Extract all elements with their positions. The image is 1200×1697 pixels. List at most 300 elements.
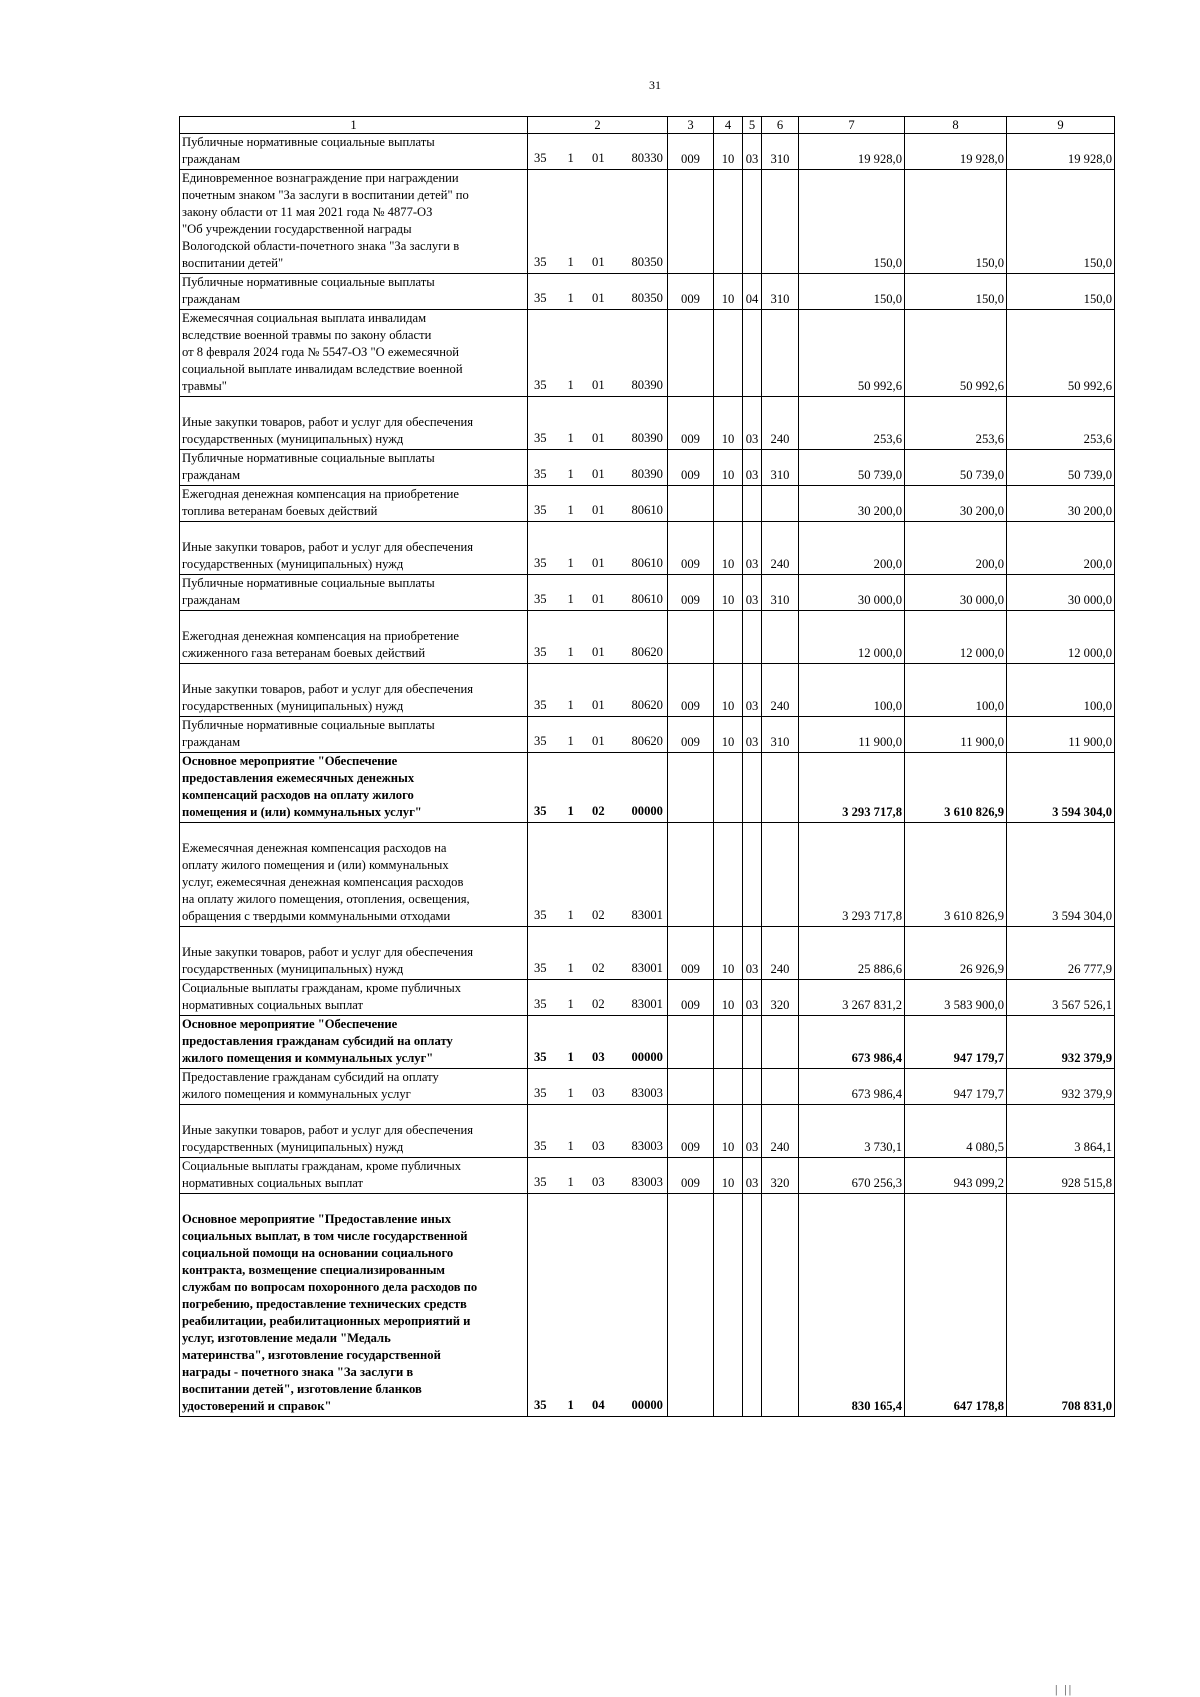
amount-col9: 30 200,0 bbox=[1007, 486, 1115, 522]
amount-col8: 947 179,7 bbox=[905, 1069, 1007, 1105]
amount-col9: 12 000,0 bbox=[1007, 611, 1115, 664]
header-cell: 8 bbox=[905, 117, 1007, 134]
amount-col7: 19 928,0 bbox=[799, 134, 905, 170]
amount-col8: 943 099,2 bbox=[905, 1158, 1007, 1194]
row-name: Иные закупки товаров, работ и услуг для обеспечения государственных (муниципальных) нужд bbox=[180, 664, 528, 717]
header-cell: 5 bbox=[743, 117, 762, 134]
target-code bbox=[528, 134, 668, 170]
subsection-code: 03 bbox=[743, 575, 762, 611]
table-row bbox=[180, 397, 1115, 450]
header-cell: 4 bbox=[714, 117, 743, 134]
expense-type-code: 320 bbox=[762, 1158, 799, 1194]
code-program: 35 bbox=[534, 1175, 547, 1189]
amount-col7: 3 267 831,2 bbox=[799, 980, 905, 1016]
expense-type-code: 310 bbox=[762, 717, 799, 753]
amount-col9: 200,0 bbox=[1007, 522, 1115, 575]
code-subprogram: 1 bbox=[567, 698, 574, 712]
amount-col7: 3 293 717,8 bbox=[799, 823, 905, 927]
table-row bbox=[180, 1016, 1115, 1069]
expense-type-code: 240 bbox=[762, 522, 799, 575]
ministry-code bbox=[668, 611, 714, 664]
code-subprogram: 1 bbox=[567, 467, 574, 481]
amount-col8: 11 900,0 bbox=[905, 717, 1007, 753]
code-program: 35 bbox=[534, 734, 547, 748]
row-name: Основное мероприятие "Обеспечение предоставления гражданам субсидий на оплату жилого помещения и коммунальных услуг" bbox=[180, 1016, 528, 1069]
subsection-code bbox=[743, 1016, 762, 1069]
amount-col7: 25 886,6 bbox=[799, 927, 905, 980]
code-subprogram: 1 bbox=[567, 804, 574, 818]
code-activity: 03 bbox=[592, 1139, 605, 1153]
amount-col7: 3 293 717,8 bbox=[799, 753, 905, 823]
code-direction: 80610 bbox=[631, 592, 663, 606]
section-code: 10 bbox=[714, 274, 743, 310]
amount-col8: 12 000,0 bbox=[905, 611, 1007, 664]
section-code bbox=[714, 486, 743, 522]
table-row bbox=[180, 310, 1115, 397]
code-subprogram: 1 bbox=[567, 734, 574, 748]
code-activity: 01 bbox=[592, 556, 605, 570]
amount-col7: 3 730,1 bbox=[799, 1105, 905, 1158]
subsection-code bbox=[743, 1069, 762, 1105]
row-name: Иные закупки товаров, работ и услуг для обеспечения государственных (муниципальных) нужд bbox=[180, 397, 528, 450]
amount-col9: 932 379,9 bbox=[1007, 1016, 1115, 1069]
row-name: Иные закупки товаров, работ и услуг для обеспечения государственных (муниципальных) нужд bbox=[180, 927, 528, 980]
code-activity: 02 bbox=[592, 908, 605, 922]
amount-col9: 26 777,9 bbox=[1007, 927, 1115, 980]
table-row bbox=[180, 823, 1115, 927]
expense-type-code: 240 bbox=[762, 1105, 799, 1158]
code-program: 35 bbox=[534, 467, 547, 481]
subsection-code: 03 bbox=[743, 927, 762, 980]
amount-col9: 932 379,9 bbox=[1007, 1069, 1115, 1105]
code-subprogram: 1 bbox=[567, 291, 574, 305]
amount-col7: 830 165,4 bbox=[799, 1194, 905, 1417]
code-subprogram: 1 bbox=[567, 556, 574, 570]
subsection-code bbox=[743, 753, 762, 823]
amount-col8: 3 610 826,9 bbox=[905, 823, 1007, 927]
row-name: Единовременное вознаграждение при награждении почетным знаком "За заслуги в воспитании детей" по закону области от 11 мая 2021 года № 4877-ОЗ "Об учреждении государственной награды Вологодской области-почетного знака "За заслуги в воспитании детей" bbox=[180, 170, 528, 274]
target-code bbox=[528, 450, 668, 486]
table-row bbox=[180, 450, 1115, 486]
code-direction: 80350 bbox=[631, 255, 663, 269]
target-code bbox=[528, 664, 668, 717]
code-subprogram: 1 bbox=[567, 592, 574, 606]
target-code bbox=[528, 1016, 668, 1069]
code-direction: 80620 bbox=[631, 645, 663, 659]
section-code bbox=[714, 1016, 743, 1069]
section-code: 10 bbox=[714, 1105, 743, 1158]
section-code: 10 bbox=[714, 1158, 743, 1194]
code-activity: 04 bbox=[592, 1398, 605, 1412]
code-direction: 83001 bbox=[631, 997, 663, 1011]
ministry-code bbox=[668, 1194, 714, 1417]
amount-col9: 30 000,0 bbox=[1007, 575, 1115, 611]
code-program: 35 bbox=[534, 1050, 547, 1064]
code-subprogram: 1 bbox=[567, 431, 574, 445]
section-code: 10 bbox=[714, 397, 743, 450]
code-activity: 02 bbox=[592, 997, 605, 1011]
target-code bbox=[528, 927, 668, 980]
expense-type-code: 240 bbox=[762, 664, 799, 717]
row-name: Ежегодная денежная компенсация на приобретение сжиженного газа ветеранам боевых действий bbox=[180, 611, 528, 664]
row-name: Социальные выплаты гражданам, кроме публичных нормативных социальных выплат bbox=[180, 980, 528, 1016]
subsection-code: 03 bbox=[743, 450, 762, 486]
amount-col7: 150,0 bbox=[799, 274, 905, 310]
code-direction: 80620 bbox=[631, 734, 663, 748]
table-row bbox=[180, 664, 1115, 717]
amount-col8: 150,0 bbox=[905, 274, 1007, 310]
amount-col7: 673 986,4 bbox=[799, 1016, 905, 1069]
code-program: 35 bbox=[534, 151, 547, 165]
code-activity: 03 bbox=[592, 1086, 605, 1100]
expense-type-code: 240 bbox=[762, 397, 799, 450]
target-code bbox=[528, 1158, 668, 1194]
table-row bbox=[180, 611, 1115, 664]
code-activity: 01 bbox=[592, 592, 605, 606]
table-row bbox=[180, 1194, 1115, 1417]
code-subprogram: 1 bbox=[567, 1398, 574, 1412]
ministry-code: 009 bbox=[668, 575, 714, 611]
row-name: Публичные нормативные социальные выплаты гражданам bbox=[180, 575, 528, 611]
header-cell: 7 bbox=[799, 117, 905, 134]
target-code bbox=[528, 1194, 668, 1417]
ministry-code: 009 bbox=[668, 664, 714, 717]
row-name: Публичные нормативные социальные выплаты гражданам bbox=[180, 450, 528, 486]
ministry-code bbox=[668, 1069, 714, 1105]
code-subprogram: 1 bbox=[567, 997, 574, 1011]
target-code bbox=[528, 397, 668, 450]
section-code bbox=[714, 310, 743, 397]
code-direction: 83003 bbox=[631, 1086, 663, 1100]
target-code bbox=[528, 274, 668, 310]
code-direction: 83001 bbox=[631, 908, 663, 922]
code-program: 35 bbox=[534, 961, 547, 975]
budget-table bbox=[179, 116, 1115, 1417]
expense-type-code bbox=[762, 1194, 799, 1417]
amount-col8: 50 739,0 bbox=[905, 450, 1007, 486]
row-name: Ежемесячная денежная компенсация расходов на оплату жилого помещения и (или) коммунальных услуг, ежемесячная денежная компенсация расходов на оплату жилого помещения, отопления, освещения, обращения с твердыми коммунальными отходами bbox=[180, 823, 528, 927]
code-subprogram: 1 bbox=[567, 151, 574, 165]
code-program: 35 bbox=[534, 1398, 547, 1412]
target-code bbox=[528, 1105, 668, 1158]
code-direction: 80610 bbox=[631, 556, 663, 570]
subsection-code: 04 bbox=[743, 274, 762, 310]
code-subprogram: 1 bbox=[567, 255, 574, 269]
code-activity: 01 bbox=[592, 467, 605, 481]
code-direction: 80390 bbox=[631, 467, 663, 481]
code-direction: 80390 bbox=[631, 378, 663, 392]
ministry-code: 009 bbox=[668, 397, 714, 450]
code-subprogram: 1 bbox=[567, 908, 574, 922]
code-subprogram: 1 bbox=[567, 503, 574, 517]
amount-col7: 670 256,3 bbox=[799, 1158, 905, 1194]
table-row bbox=[180, 1069, 1115, 1105]
ministry-code: 009 bbox=[668, 1158, 714, 1194]
subsection-code bbox=[743, 823, 762, 927]
amount-col9: 3 567 526,1 bbox=[1007, 980, 1115, 1016]
code-activity: 02 bbox=[592, 961, 605, 975]
amount-col7: 50 739,0 bbox=[799, 450, 905, 486]
code-subprogram: 1 bbox=[567, 378, 574, 392]
expense-type-code: 240 bbox=[762, 927, 799, 980]
table-row bbox=[180, 717, 1115, 753]
code-activity: 01 bbox=[592, 255, 605, 269]
section-code bbox=[714, 823, 743, 927]
amount-col9: 11 900,0 bbox=[1007, 717, 1115, 753]
expense-type-code bbox=[762, 486, 799, 522]
expense-type-code: 310 bbox=[762, 450, 799, 486]
section-code: 10 bbox=[714, 450, 743, 486]
row-name: Публичные нормативные социальные выплаты гражданам bbox=[180, 134, 528, 170]
subsection-code: 03 bbox=[743, 980, 762, 1016]
row-name: Основное мероприятие "Предоставление иных социальных выплат, в том числе государственной социальной помощи на основании социального контракта, возмещение специализированным службам по вопросам похоронного дела расходов по погребению, предоставление технических средств реабилитации, реабилитационных мероприятий и услуг, изготовление медали "Медаль материнства", изготовление государственной награды - почетного знака "За заслуги в воспитании детей", изготовление бланков удостоверений и справок" bbox=[180, 1194, 528, 1417]
ministry-code bbox=[668, 1016, 714, 1069]
row-name: Публичные нормативные социальные выплаты гражданам bbox=[180, 717, 528, 753]
ministry-code: 009 bbox=[668, 1105, 714, 1158]
table-row bbox=[180, 170, 1115, 274]
code-program: 35 bbox=[534, 698, 547, 712]
code-activity: 01 bbox=[592, 698, 605, 712]
amount-col9: 100,0 bbox=[1007, 664, 1115, 717]
code-direction: 00000 bbox=[631, 1398, 663, 1412]
target-code bbox=[528, 753, 668, 823]
amount-col8: 4 080,5 bbox=[905, 1105, 1007, 1158]
amount-col7: 12 000,0 bbox=[799, 611, 905, 664]
table-row bbox=[180, 1158, 1115, 1194]
target-code bbox=[528, 1069, 668, 1105]
code-direction: 80350 bbox=[631, 291, 663, 305]
ministry-code: 009 bbox=[668, 522, 714, 575]
header-row bbox=[180, 117, 1115, 134]
header-cell: 6 bbox=[762, 117, 799, 134]
target-code bbox=[528, 486, 668, 522]
code-activity: 01 bbox=[592, 645, 605, 659]
subsection-code bbox=[743, 486, 762, 522]
amount-col9: 708 831,0 bbox=[1007, 1194, 1115, 1417]
subsection-code: 03 bbox=[743, 1158, 762, 1194]
row-name: Ежегодная денежная компенсация на приобретение топлива ветеранам боевых действий bbox=[180, 486, 528, 522]
code-activity: 01 bbox=[592, 503, 605, 517]
section-code: 10 bbox=[714, 664, 743, 717]
subsection-code bbox=[743, 1194, 762, 1417]
amount-col7: 150,0 bbox=[799, 170, 905, 274]
target-code bbox=[528, 611, 668, 664]
amount-col8: 100,0 bbox=[905, 664, 1007, 717]
expense-type-code bbox=[762, 170, 799, 274]
amount-col9: 928 515,8 bbox=[1007, 1158, 1115, 1194]
expense-type-code: 310 bbox=[762, 575, 799, 611]
amount-col9: 150,0 bbox=[1007, 274, 1115, 310]
target-code bbox=[528, 823, 668, 927]
expense-type-code bbox=[762, 611, 799, 664]
amount-col7: 100,0 bbox=[799, 664, 905, 717]
target-code bbox=[528, 575, 668, 611]
code-subprogram: 1 bbox=[567, 1139, 574, 1153]
amount-col9: 3 594 304,0 bbox=[1007, 823, 1115, 927]
code-direction: 83001 bbox=[631, 961, 663, 975]
ministry-code bbox=[668, 310, 714, 397]
amount-col7: 253,6 bbox=[799, 397, 905, 450]
amount-col9: 19 928,0 bbox=[1007, 134, 1115, 170]
ministry-code: 009 bbox=[668, 134, 714, 170]
amount-col8: 19 928,0 bbox=[905, 134, 1007, 170]
amount-col8: 3 583 900,0 bbox=[905, 980, 1007, 1016]
row-name: Публичные нормативные социальные выплаты гражданам bbox=[180, 274, 528, 310]
amount-col8: 30 200,0 bbox=[905, 486, 1007, 522]
row-name: Иные закупки товаров, работ и услуг для обеспечения государственных (муниципальных) нужд bbox=[180, 522, 528, 575]
amount-col7: 200,0 bbox=[799, 522, 905, 575]
section-code bbox=[714, 170, 743, 274]
section-code bbox=[714, 1069, 743, 1105]
code-program: 35 bbox=[534, 645, 547, 659]
amount-col8: 30 000,0 bbox=[905, 575, 1007, 611]
expense-type-code: 310 bbox=[762, 134, 799, 170]
amount-col9: 50 739,0 bbox=[1007, 450, 1115, 486]
page-number: 31 bbox=[649, 78, 661, 92]
amount-col8: 647 178,8 bbox=[905, 1194, 1007, 1417]
header-cell: 3 bbox=[668, 117, 714, 134]
code-program: 35 bbox=[534, 1139, 547, 1153]
code-activity: 01 bbox=[592, 378, 605, 392]
amount-col9: 253,6 bbox=[1007, 397, 1115, 450]
ministry-code: 009 bbox=[668, 450, 714, 486]
ministry-code: 009 bbox=[668, 980, 714, 1016]
ministry-code: 009 bbox=[668, 717, 714, 753]
expense-type-code bbox=[762, 823, 799, 927]
section-code: 10 bbox=[714, 134, 743, 170]
code-direction: 80390 bbox=[631, 431, 663, 445]
amount-col7: 30 000,0 bbox=[799, 575, 905, 611]
code-program: 35 bbox=[534, 1086, 547, 1100]
code-program: 35 bbox=[534, 255, 547, 269]
table-row bbox=[180, 753, 1115, 823]
code-activity: 03 bbox=[592, 1050, 605, 1064]
section-code: 10 bbox=[714, 575, 743, 611]
subsection-code bbox=[743, 170, 762, 274]
section-code: 10 bbox=[714, 980, 743, 1016]
code-program: 35 bbox=[534, 997, 547, 1011]
code-program: 35 bbox=[534, 592, 547, 606]
amount-col8: 200,0 bbox=[905, 522, 1007, 575]
code-activity: 03 bbox=[592, 1175, 605, 1189]
code-direction: 00000 bbox=[631, 804, 663, 818]
expense-type-code: 320 bbox=[762, 980, 799, 1016]
table-row bbox=[180, 522, 1115, 575]
code-activity: 01 bbox=[592, 431, 605, 445]
subsection-code: 03 bbox=[743, 522, 762, 575]
header-cell: 2 bbox=[528, 117, 668, 134]
table-row bbox=[180, 486, 1115, 522]
subsection-code: 03 bbox=[743, 1105, 762, 1158]
code-direction: 80610 bbox=[631, 503, 663, 517]
section-code: 10 bbox=[714, 717, 743, 753]
section-code: 10 bbox=[714, 522, 743, 575]
header-cell: 1 bbox=[180, 117, 528, 134]
expense-type-code: 310 bbox=[762, 274, 799, 310]
code-subprogram: 1 bbox=[567, 645, 574, 659]
amount-col9: 3 864,1 bbox=[1007, 1105, 1115, 1158]
amount-col7: 30 200,0 bbox=[799, 486, 905, 522]
row-name: Иные закупки товаров, работ и услуг для обеспечения государственных (муниципальных) нужд bbox=[180, 1105, 528, 1158]
code-subprogram: 1 bbox=[567, 1086, 574, 1100]
target-code bbox=[528, 170, 668, 274]
section-code: 10 bbox=[714, 927, 743, 980]
ministry-code: 009 bbox=[668, 274, 714, 310]
subsection-code: 03 bbox=[743, 717, 762, 753]
amount-col9: 50 992,6 bbox=[1007, 310, 1115, 397]
expense-type-code bbox=[762, 753, 799, 823]
table-row bbox=[180, 980, 1115, 1016]
amount-col8: 150,0 bbox=[905, 170, 1007, 274]
code-direction: 83003 bbox=[631, 1139, 663, 1153]
scan-edge-marks: | || bbox=[1055, 1682, 1074, 1696]
target-code bbox=[528, 522, 668, 575]
amount-col8: 253,6 bbox=[905, 397, 1007, 450]
code-program: 35 bbox=[534, 556, 547, 570]
code-activity: 01 bbox=[592, 734, 605, 748]
target-code bbox=[528, 717, 668, 753]
expense-type-code bbox=[762, 1069, 799, 1105]
amount-col8: 3 610 826,9 bbox=[905, 753, 1007, 823]
code-activity: 01 bbox=[592, 291, 605, 305]
subsection-code: 03 bbox=[743, 397, 762, 450]
amount-col8: 947 179,7 bbox=[905, 1016, 1007, 1069]
code-subprogram: 1 bbox=[567, 1175, 574, 1189]
target-code bbox=[528, 310, 668, 397]
expense-type-code bbox=[762, 310, 799, 397]
amount-col8: 26 926,9 bbox=[905, 927, 1007, 980]
code-direction: 80620 bbox=[631, 698, 663, 712]
section-code bbox=[714, 1194, 743, 1417]
table-row bbox=[180, 927, 1115, 980]
row-name: Социальные выплаты гражданам, кроме публичных нормативных социальных выплат bbox=[180, 1158, 528, 1194]
ministry-code bbox=[668, 753, 714, 823]
ministry-code: 009 bbox=[668, 927, 714, 980]
code-program: 35 bbox=[534, 291, 547, 305]
amount-col7: 673 986,4 bbox=[799, 1069, 905, 1105]
ministry-code bbox=[668, 170, 714, 274]
amount-col7: 50 992,6 bbox=[799, 310, 905, 397]
code-direction: 80330 bbox=[631, 151, 663, 165]
code-activity: 01 bbox=[592, 151, 605, 165]
subsection-code: 03 bbox=[743, 664, 762, 717]
row-name: Основное мероприятие "Обеспечение предоставления ежемесячных денежных компенсаций расходов на оплату жилого помещения и (или) коммунальных услуг" bbox=[180, 753, 528, 823]
code-subprogram: 1 bbox=[567, 961, 574, 975]
ministry-code bbox=[668, 823, 714, 927]
code-activity: 02 bbox=[592, 804, 605, 818]
table-row bbox=[180, 134, 1115, 170]
amount-col9: 150,0 bbox=[1007, 170, 1115, 274]
expense-type-code bbox=[762, 1016, 799, 1069]
table-row bbox=[180, 575, 1115, 611]
subsection-code bbox=[743, 310, 762, 397]
subsection-code bbox=[743, 611, 762, 664]
table-row bbox=[180, 1105, 1115, 1158]
code-program: 35 bbox=[534, 908, 547, 922]
amount-col8: 50 992,6 bbox=[905, 310, 1007, 397]
amount-col7: 11 900,0 bbox=[799, 717, 905, 753]
code-direction: 00000 bbox=[631, 1050, 663, 1064]
section-code bbox=[714, 611, 743, 664]
amount-col9: 3 594 304,0 bbox=[1007, 753, 1115, 823]
header-cell: 9 bbox=[1007, 117, 1115, 134]
table-row bbox=[180, 274, 1115, 310]
row-name: Ежемесячная социальная выплата инвалидам вследствие военной травмы по закону области от 8 февраля 2024 года № 5547-ОЗ "О ежемесячной социальной выплате инвалидам вследствие военной травмы" bbox=[180, 310, 528, 397]
target-code bbox=[528, 980, 668, 1016]
code-program: 35 bbox=[534, 503, 547, 517]
code-program: 35 bbox=[534, 804, 547, 818]
section-code bbox=[714, 753, 743, 823]
